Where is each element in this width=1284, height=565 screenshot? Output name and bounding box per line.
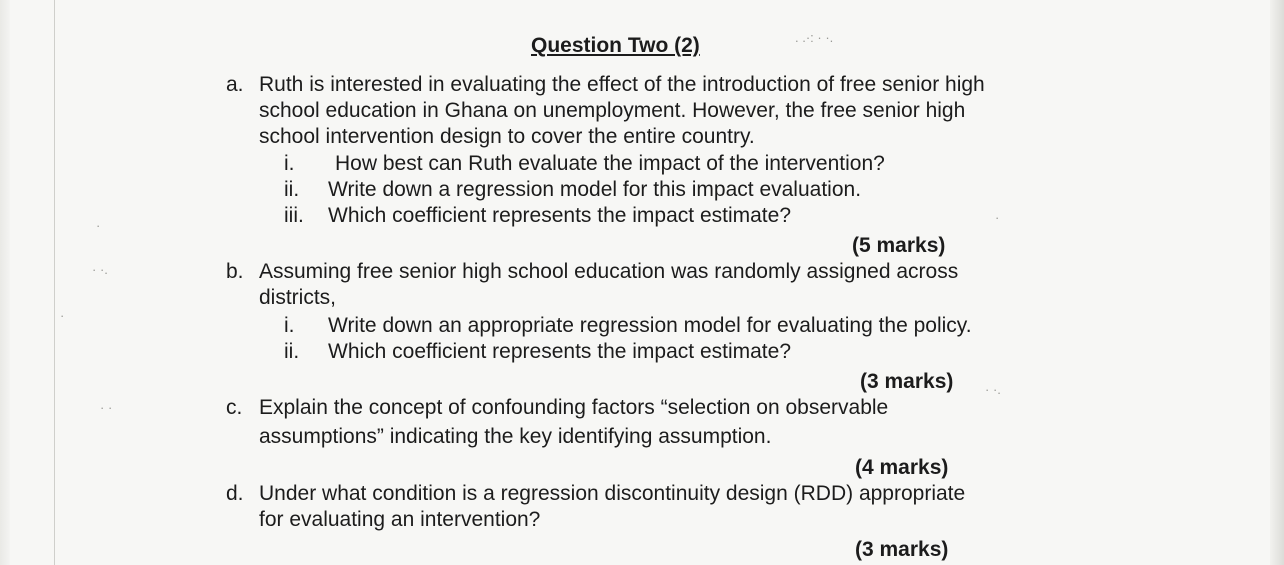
question-a-sub-i-text: How best can Ruth evaluate the impact of the intervention? <box>335 152 885 175</box>
scan-noise: · ·. <box>92 262 108 277</box>
question-b-line-2: districts, <box>259 286 337 309</box>
question-a-label: a. <box>226 73 244 96</box>
question-b-sub-ii-text: Which coefficient represents the impact estimate? <box>328 340 791 363</box>
question-d-line-2: for evaluating an intervention? <box>259 508 541 531</box>
page-left-edge <box>0 0 10 565</box>
question-a-sub-iii-label: iii. <box>284 204 304 227</box>
question-d-marks: (3 marks) <box>855 538 949 561</box>
left-margin-line <box>54 0 55 565</box>
question-a-marks: (5 marks) <box>852 234 946 257</box>
question-b-sub-i-text: Write down an appropriate regression model for evaluating the policy. <box>328 314 972 337</box>
page-title: Question Two (2) <box>531 34 700 58</box>
question-b-line-1: Assuming free senior high school education was randomly assigned across <box>259 260 959 283</box>
question-a-sub-ii-label: ii. <box>284 178 300 201</box>
question-d-line-1: Under what condition is a regression discontinuity design (RDD) appropriate <box>259 482 966 505</box>
question-a-line-3: school intervention design to cover the entire country. <box>259 125 755 148</box>
question-c-line-2: assumptions” indicating the key identifying assumption. <box>259 425 772 448</box>
scan-noise: . .·: · ·. <box>795 30 834 45</box>
question-c-marks: (4 marks) <box>855 456 949 479</box>
question-d-label: d. <box>226 482 244 505</box>
scan-noise: · <box>96 218 101 233</box>
scan-noise: · <box>995 210 1000 225</box>
question-b-sub-ii-label: ii. <box>284 340 300 363</box>
question-a-line-1: Ruth is interested in evaluating the effect of the introduction of free senior high <box>259 73 985 96</box>
question-a-sub-ii-text: Write down a regression model for this impact evaluation. <box>328 178 862 201</box>
question-a-line-2: school education in Ghana on unemployment. However, the free senior high <box>259 99 966 122</box>
question-c-line-1: Explain the concept of confounding factors “selection on observable <box>259 396 889 419</box>
question-b-label: b. <box>226 260 244 283</box>
scan-noise: · ·. <box>985 382 1001 397</box>
scan-noise: · · <box>100 400 113 415</box>
question-a-sub-iii-text: Which coefficient represents the impact estimate? <box>328 204 791 227</box>
page-right-edge <box>1270 0 1284 565</box>
question-b-sub-i-label: i. <box>284 314 295 337</box>
question-a-sub-i-label: i. <box>284 152 295 175</box>
scan-noise: · <box>60 308 65 323</box>
question-c-label: c. <box>226 396 243 419</box>
question-b-marks: (3 marks) <box>860 370 954 393</box>
